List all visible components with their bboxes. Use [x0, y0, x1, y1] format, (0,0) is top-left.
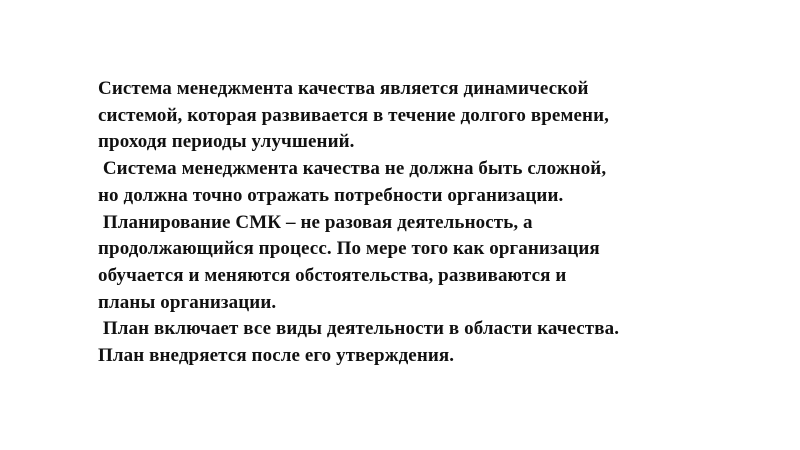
text-line: обучается и меняются обстоятельства, развиваются и	[98, 264, 567, 286]
slide-body-text	[98, 76, 778, 370]
text-line: планы организации.	[98, 291, 277, 313]
text-line: продолжающийся процесс. По мере того как организация	[98, 238, 600, 260]
text-line: системой, которая развивается в течение долгого времени,	[98, 104, 609, 126]
text-line: Система менеджмента качества не должна быть сложной,	[98, 158, 607, 180]
text-line: проходя периоды улучшений.	[98, 131, 355, 153]
text-line: Планирование СМК – не разовая деятельность, а	[98, 211, 533, 233]
text-line: но должна точно отражать потребности организации.	[98, 184, 564, 206]
text-line: Система менеджмента качества является динамической	[98, 78, 589, 99]
text-line: План внедряется после его утверждения.	[98, 345, 455, 367]
text-line: План включает все виды деятельности в области качества.	[98, 318, 620, 340]
